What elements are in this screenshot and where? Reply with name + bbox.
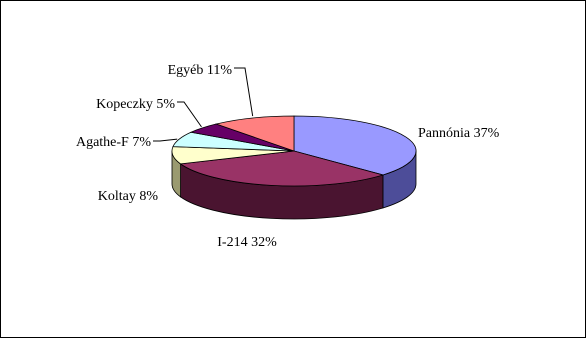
label-kopeczky: Kopeczky 5% — [96, 97, 175, 112]
label-egyeb: Egyéb 11% — [167, 63, 232, 78]
label-pannonia: Pannónia 37% — [418, 126, 500, 141]
leader-agathe-f — [153, 139, 177, 141]
leader-egyeb — [234, 68, 253, 116]
pie-chart — [1, 1, 586, 339]
label-koltay: Koltay 8% — [97, 189, 158, 204]
label-i-214: I-214 32% — [217, 235, 277, 250]
pie-slices — [172, 116, 416, 186]
label-agathe-f: Agathe-F 7% — [75, 135, 151, 150]
leader-kopeczky — [177, 102, 201, 127]
